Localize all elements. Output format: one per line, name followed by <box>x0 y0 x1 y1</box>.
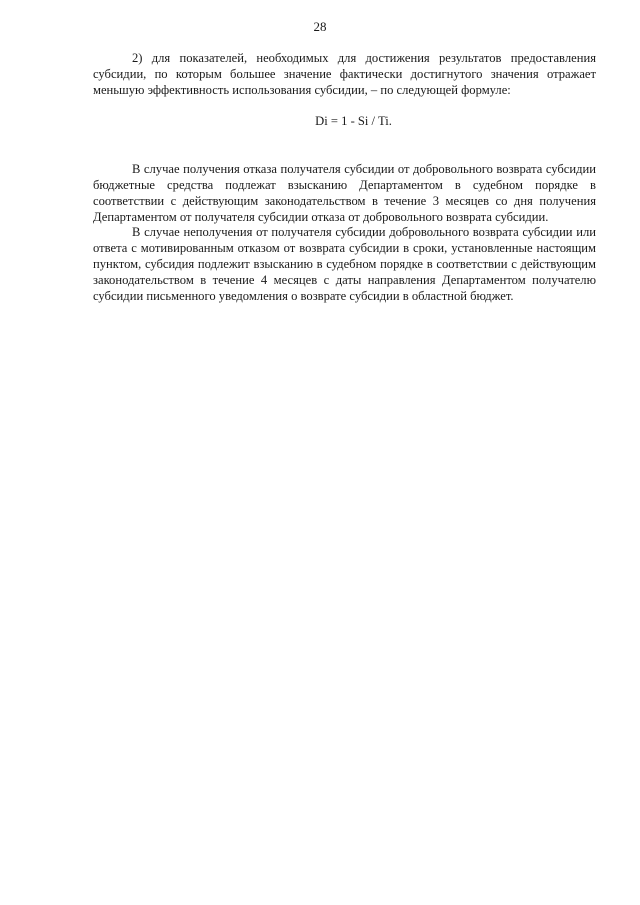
paragraph-refusal-recovery: В случае получения отказа получателя субсидии от добровольного возврата субсидии бюджетные средства подлежат взысканию Департаментом в судебном порядке в соответствии с действующим законодательством в течение 3 месяцев со дня получения Департаментом от получателя субсидии отказа от добровольного возврата субсидии. <box>93 162 596 224</box>
page-number: 28 <box>313 19 327 34</box>
paragraph-formula-intro: 2) для показателей, необходимых для достижения результатов предоставления субсидии, по которым большее значение фактически достигнутого значения отражает меньшую эффективность использования субсидии, – по следующей формуле: <box>93 51 596 97</box>
paragraph-nonreceipt-recovery: В случае неполучения от получателя субсидии добровольного возврата субсидии или ответа с мотивированным отказом от возврата субсидии в сроки, установленные настоящим пунктом, субсидия подлежит взысканию в судебном порядке в соответствии с действующим законодательством в течение 4 месяцев с даты направления Департаментом получателю субсидии письменного уведомления о возврате субсидии в областной бюджет. <box>93 225 596 303</box>
formula: Di = 1 - Si / Ti. <box>315 114 392 129</box>
paragraph-spacer <box>93 147 596 162</box>
document-body <box>93 51 596 304</box>
